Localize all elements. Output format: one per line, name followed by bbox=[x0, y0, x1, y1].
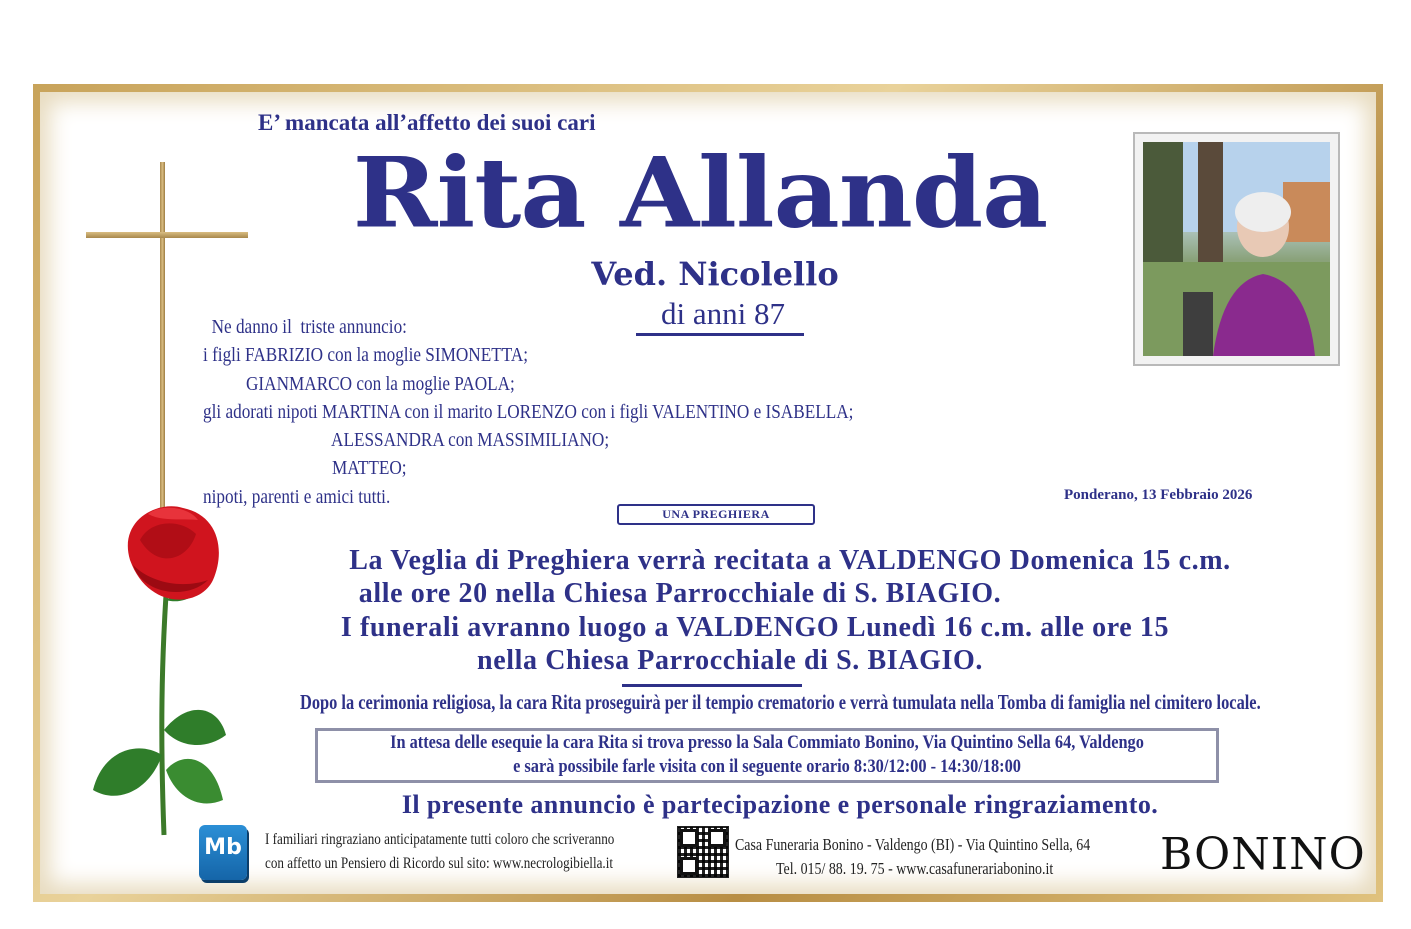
visit-line: e sarà possibile farle visita con il seguente orario 8:30/12:00 - 14:30/18:00 bbox=[513, 756, 1021, 777]
mb-app-icon[interactable]: Mb bbox=[199, 825, 247, 880]
rose-icon bbox=[88, 500, 248, 840]
mourner-line: Ne danno il triste annuncio: bbox=[203, 316, 407, 338]
maiden-name: Ved. Nicolello bbox=[591, 255, 839, 293]
mourner-line: nipoti, parenti e amici tutti. bbox=[203, 485, 391, 508]
thanks-text: Il presente annuncio è partecipazione e personale ringraziamento. bbox=[401, 790, 1159, 819]
mourner-line: i figli FABRIZIO con la moglie SIMONETTA; bbox=[203, 344, 529, 367]
bonino-logo: BONINO bbox=[1160, 829, 1366, 880]
announcement-line: alle ore 20 nella Chiesa Parrocchiale di S. BIAGIO. bbox=[358, 578, 1002, 609]
funeral-home-address: Casa Funeraria Bonino - Valdengo (BI) - Via Quintino Sella, 64 bbox=[735, 835, 1091, 854]
portrait-photo bbox=[1143, 142, 1330, 356]
intro-text: E’ mancata all’affetto dei suoi cari bbox=[258, 110, 596, 135]
qr-code-icon[interactable] bbox=[677, 826, 729, 878]
portrait-photo-frame bbox=[1133, 132, 1340, 366]
funeral-home-info bbox=[735, 833, 1090, 881]
mourner-line: ALESSANDRA con MASSIMILIANO; bbox=[203, 429, 610, 452]
mourner-line: gli adorati nipoti MARTINA con il marito LORENZO con i figli VALENTINO e ISABELLA; bbox=[203, 400, 854, 423]
announcement-line: La Veglia di Preghiera verrà recitata a VALDENGO Domenica 15 c.m. bbox=[349, 545, 1231, 576]
cross-bar bbox=[86, 232, 248, 238]
place-date: Ponderano, 13 Febbraio 2026 bbox=[1064, 487, 1253, 503]
divider bbox=[622, 684, 802, 687]
footer-thanks-line: I familiari ringraziano anticipatamente tutti coloro che scriveranno bbox=[265, 831, 615, 848]
announcement-line: nella Chiesa Parrocchiale di S. BIAGIO. bbox=[477, 645, 983, 676]
mourner-line: MATTEO; bbox=[203, 457, 407, 480]
prayer-link[interactable]: UNA PREGHIERA bbox=[617, 504, 815, 525]
deceased-name: Rita Allanda bbox=[352, 136, 1048, 250]
footer-thanks bbox=[265, 828, 614, 876]
visit-info-box bbox=[315, 728, 1219, 783]
mourner-line: GIANMARCO con la moglie PAOLA; bbox=[203, 372, 515, 395]
mourners-list bbox=[203, 313, 853, 511]
footer-thanks-line[interactable]: con affetto un Pensiero di Ricordo sul sito: www.necrologibiella.it bbox=[265, 855, 613, 872]
visit-line: In attesa delle esequie la cara Rita si trova presso la Sala Commiato Bonino, Via Quintino Sella 64, Valdengo bbox=[390, 732, 1144, 753]
announcement-line: I funerali avranno luogo a VALDENGO Lunedì 16 c.m. alle ore 15 bbox=[340, 612, 1170, 643]
age-text: di anni 87 bbox=[661, 296, 785, 331]
funeral-home-contact[interactable]: Tel. 015/ 88. 19. 75 - www.casafunerariabonino.it bbox=[776, 859, 1054, 878]
cremation-note: Dopo la cerimonia religiosa, la cara Rita proseguirà per il tempio crematorio e verrà tumulata nella Tomba di famiglia nel cimitero locale. bbox=[300, 690, 1261, 714]
